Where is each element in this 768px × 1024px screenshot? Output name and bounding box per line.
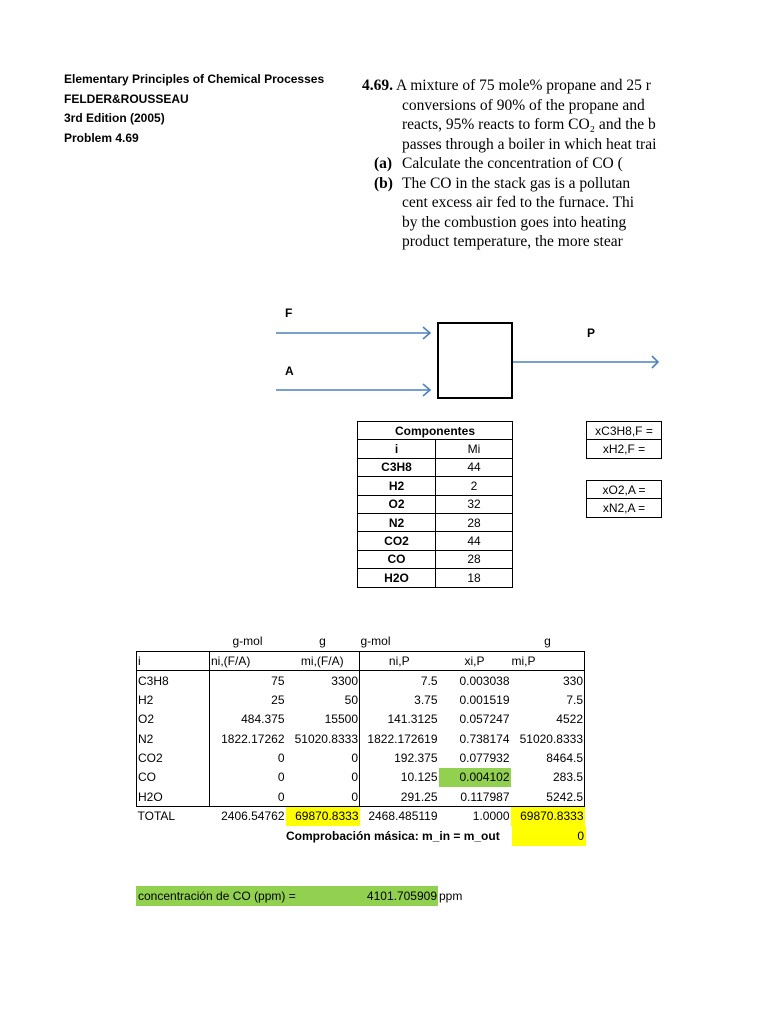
problem-source-header (64, 70, 324, 148)
components-col-i: i (358, 440, 436, 458)
total-row (137, 807, 585, 826)
col-header-ni-feed: ni,(F/A) (210, 651, 286, 670)
mass-check-label: Comprobación másica: m_in = m_out (286, 829, 500, 843)
problem-line-10: product temperature, the more stear (402, 233, 623, 250)
furnace-unit-box (438, 323, 512, 398)
table-cell: 3.75 (414, 692, 438, 707)
table-cell: 0.001519 (459, 692, 510, 707)
table-cell: 0 (286, 787, 360, 806)
table-cell: 0 (210, 787, 286, 806)
problem-line-1: A mixture of 75 mole% propane and 25 r (396, 77, 651, 94)
table-cell: 0.117987 (439, 787, 511, 806)
book-authors: FELDER&ROUSSEAU (64, 91, 189, 106)
table-cell: 0.077932 (459, 751, 510, 766)
component-molar-mass: 32 (436, 495, 513, 513)
total-xi-product: 1.0000 (472, 809, 510, 824)
problem-line-2: conversions of 90% of the propane and (402, 96, 645, 114)
col-header-mi-product: mi,P (511, 651, 585, 670)
column-header-row (137, 651, 585, 670)
co-concentration-unit: ppm (439, 889, 463, 903)
feed-stream-label: F (285, 306, 293, 320)
table-cell: 3300 (286, 671, 360, 690)
component-name: C3H8 (358, 458, 436, 476)
book-edition: 3rd Edition (2005) (64, 111, 165, 125)
air-fractions-table (586, 480, 662, 518)
table-cell: CO2 (137, 748, 210, 767)
co-fraction-highlight-cell: 0.004102 (439, 768, 511, 787)
part-b-label: (b) (374, 174, 393, 192)
material-balance-table (136, 632, 585, 826)
x-o2-air-label: xO2,A = (587, 481, 662, 499)
table-cell: CO (137, 768, 210, 787)
table-cell: 0 (286, 748, 360, 767)
problem-line-9: by the combustion goes into heating (402, 213, 627, 231)
unit-g-product: g (544, 634, 551, 649)
table-cell: 15500 (286, 710, 360, 729)
component-name: H2 (358, 477, 436, 495)
total-ni-product: 2468.485119 (368, 809, 438, 824)
x-c3h8-feed-label: xC3H8,F = (587, 422, 662, 440)
table-cell: 10.125 (400, 770, 438, 785)
table-row (137, 671, 585, 690)
col-header-mi-feed: mi,(F/A) (286, 651, 360, 670)
component-name: O2 (358, 495, 436, 513)
component-name: CO (358, 550, 436, 568)
mass-check-value: 0 (512, 826, 586, 846)
component-molar-mass: 2 (436, 477, 513, 495)
table-cell: 7.5 (511, 690, 585, 709)
air-stream-label: A (285, 364, 294, 378)
table-row (137, 729, 585, 748)
col-header-ni-product: ni,P (360, 651, 439, 670)
table-cell: 484.375 (241, 712, 285, 727)
co-concentration-label: concentración de CO (ppm) = (138, 889, 296, 903)
table-cell: 4522 (511, 710, 585, 729)
table-cell: C3H8 (137, 671, 210, 690)
component-molar-mass: 28 (436, 513, 513, 531)
table-cell: 0 (277, 751, 285, 766)
components-col-mi: Mi (436, 440, 513, 458)
components-table (357, 421, 513, 588)
total-mass-in-highlight: 69870.8333 (286, 807, 360, 826)
component-molar-mass: 18 (436, 569, 513, 587)
col-header-i: i (137, 651, 210, 670)
total-mass-out-highlight: 69870.8333 (511, 807, 585, 826)
x-h2-feed-label: xH2,F = (587, 440, 662, 458)
unit-gmol-feed: g-mol (232, 634, 263, 649)
problem-statement (362, 76, 660, 256)
component-name: N2 (358, 513, 436, 531)
component-molar-mass: 44 (436, 458, 513, 476)
table-cell: 1822.17262 (221, 731, 285, 746)
table-row (137, 748, 585, 767)
problem-line-3: reacts, 95% reacts to form CO₂ and the b (402, 116, 656, 133)
unit-gmol-product: g-mol (360, 634, 391, 649)
unit-header-row (137, 632, 585, 651)
table-cell: 1822.172619 (367, 731, 438, 746)
component-molar-mass: 28 (436, 550, 513, 568)
table-cell: 0.738174 (459, 731, 510, 746)
table-row (137, 710, 585, 729)
co-concentration-row (136, 886, 438, 906)
table-cell: 0 (277, 770, 285, 785)
product-stream-label: P (587, 326, 596, 340)
table-row (137, 787, 585, 806)
process-flow-diagram (270, 310, 662, 410)
problem-line-4: passes through a boiler in which heat trai (402, 135, 657, 153)
component-molar-mass: 44 (436, 532, 513, 550)
component-name: CO2 (358, 532, 436, 550)
component-name: H2O (358, 569, 436, 587)
table-cell: 283.5 (511, 768, 585, 787)
table-cell: N2 (137, 729, 210, 748)
problem-line-8: cent excess air fed to the furnace. Thi (402, 194, 635, 211)
table-cell: 25 (271, 692, 285, 707)
table-cell: 291.25 (360, 787, 439, 806)
total-ni-feed: 2406.54762 (221, 809, 285, 824)
unit-g-feed: g (319, 634, 326, 649)
feed-fractions-table (586, 421, 662, 459)
table-cell: 192.375 (394, 751, 438, 766)
problem-statement-number: 4.69. (362, 77, 393, 94)
co-concentration-value: 4101.705909 (366, 889, 437, 903)
table-cell: 7.5 (420, 673, 438, 688)
part-a-label: (a) (374, 155, 393, 172)
table-cell: 0 (286, 768, 360, 787)
table-cell: 75 (271, 673, 285, 688)
part-b-text: The CO in the stack gas is a pollutan (402, 174, 631, 192)
table-cell: H2 (137, 690, 210, 709)
table-cell: H2O (137, 787, 210, 806)
table-cell: O2 (137, 710, 210, 729)
total-label: TOTAL (137, 809, 176, 824)
table-cell: 0.057247 (459, 712, 510, 727)
table-cell: 5242.5 (511, 787, 585, 806)
table-row (137, 768, 585, 787)
table-cell: 141.3125 (387, 712, 438, 727)
table-cell: 51020.8333 (286, 729, 360, 748)
book-title: Elementary Principles of Chemical Processes (64, 72, 325, 86)
col-header-xi-product: xi,P (439, 651, 511, 670)
table-cell: 8464.5 (511, 748, 585, 767)
table-cell: 330 (511, 671, 585, 690)
table-cell: 50 (286, 690, 360, 709)
table-cell: 51020.8333 (511, 729, 585, 748)
table-row (137, 690, 585, 709)
table-cell: 0.003038 (459, 673, 510, 688)
part-a-text: Calculate the concentration of CO ( (402, 155, 623, 172)
components-title: Componentes (358, 422, 513, 440)
problem-number: Problem 4.69 (64, 130, 139, 145)
x-n2-air-label: xN2,A = (587, 499, 662, 517)
